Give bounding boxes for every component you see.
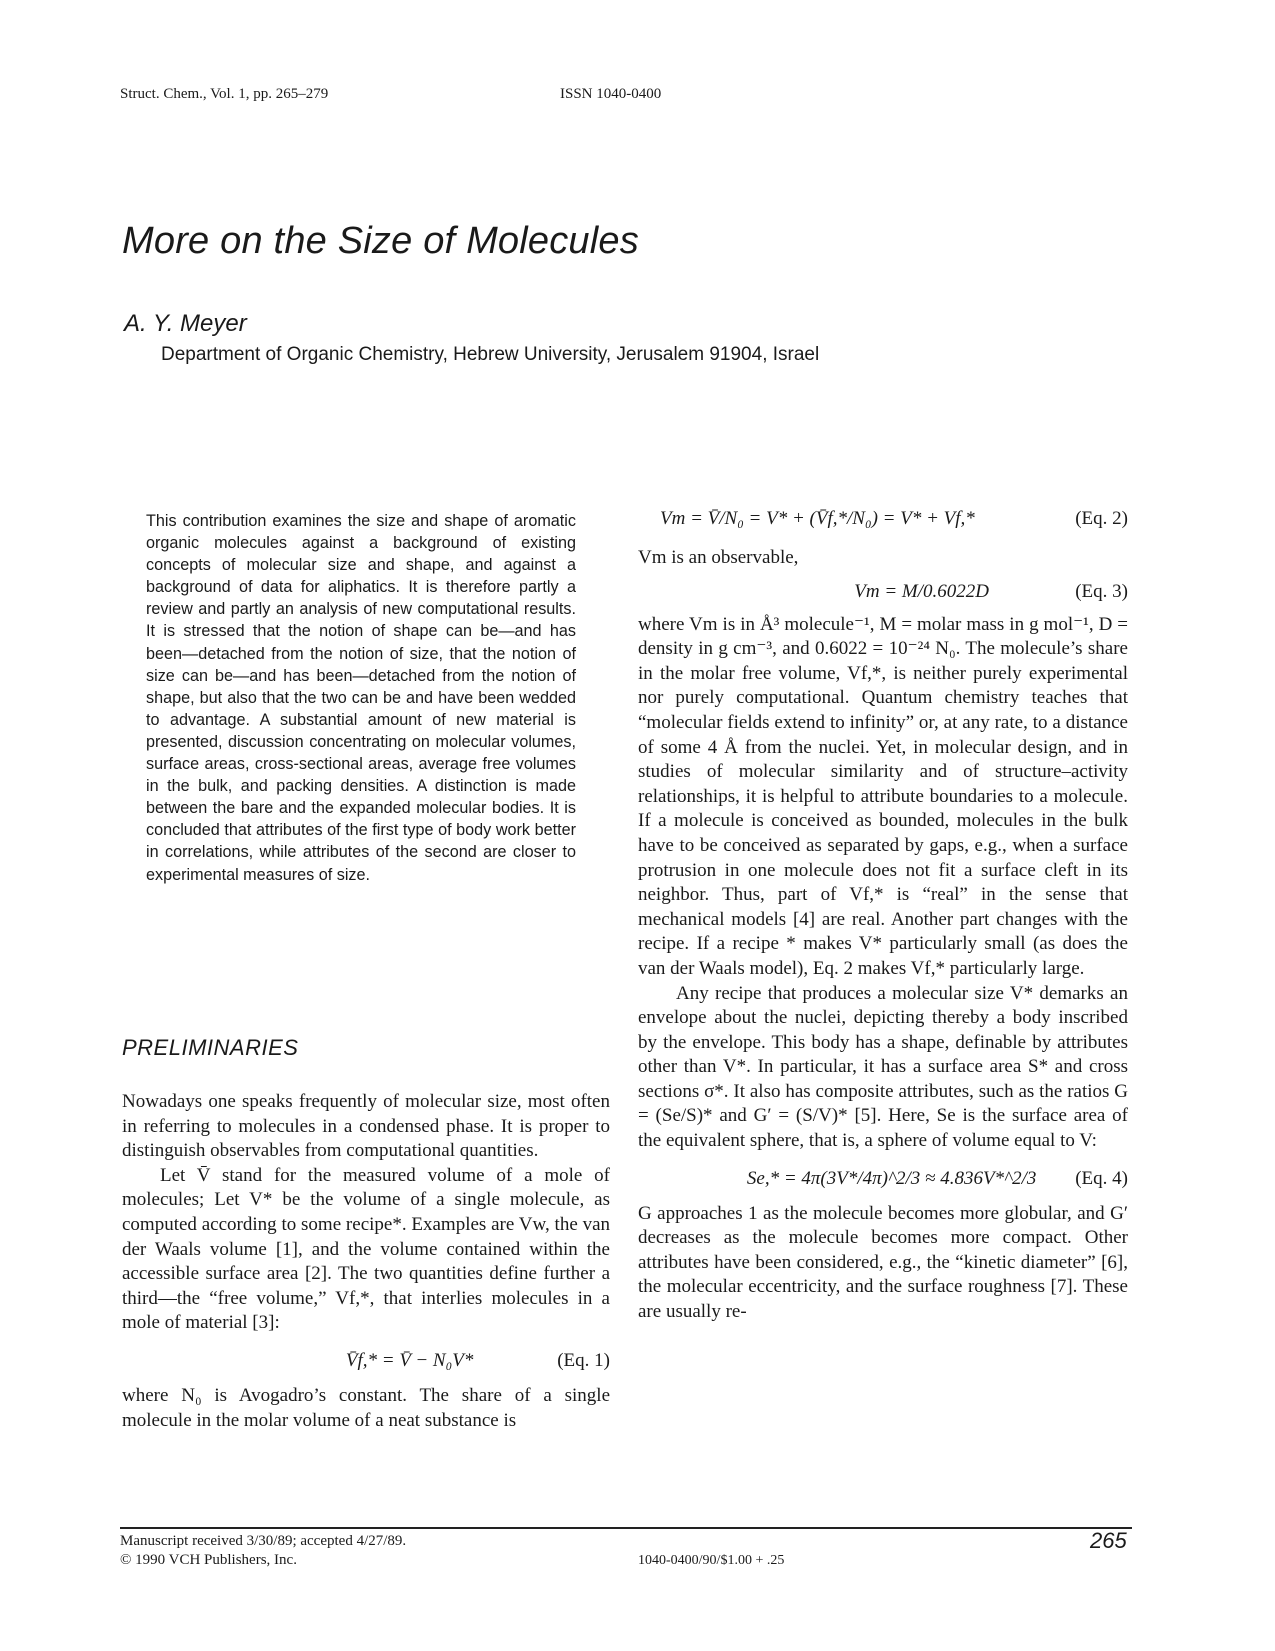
footnote xyxy=(120,1532,406,1570)
equation-formula: Vm = V̄/N₀ = V* + (V̄f,*/N₀) = V* + Vf,* xyxy=(660,508,975,529)
equation-number: (Eq. 3) xyxy=(1075,580,1128,602)
equation-formula: V̄f,* = V̄ − N₀V* xyxy=(345,1349,474,1371)
equation-1 xyxy=(122,1344,610,1378)
equation-3 xyxy=(638,575,1128,609)
footer-rule xyxy=(120,1527,1132,1529)
paragraph: G approaches 1 as the molecule becomes more globular, and G′ decreases as the molecule becomes more compact. Other attributes have been considered, e.g., the “kinetic diameter” [6], the molecular eccentricity, and the surface roughness [7]. These are usually re- xyxy=(638,1202,1128,1323)
section-heading: PRELIMINARIES xyxy=(122,1035,299,1060)
issn: ISSN 1040-0400 xyxy=(560,86,662,102)
equation-4 xyxy=(638,1162,1128,1196)
received-date: Manuscript received 3/30/89; accepted 4/27/89. xyxy=(120,1533,407,1549)
paragraph: Nowadays one speaks frequently of molecular size, most often in referring to molecules in a condensed phase. It is proper to distinguish observables from computational quantities. xyxy=(122,1091,610,1162)
equation-formula: Se,* = 4π(3V*/4π)^2/3 ≈ 4.836V*^2/3 xyxy=(746,1167,1037,1189)
paragraph: where N₀ is Avogadro’s constant. The share of a single molecule in the molar volume of a neat substance is xyxy=(122,1384,610,1431)
copyright: © 1990 VCH Publishers, Inc. xyxy=(120,1552,297,1568)
page-number: 265 xyxy=(1090,1528,1127,1553)
journal-reference: Struct. Chem., Vol. 1, pp. 265–279 xyxy=(120,86,329,102)
equation-number: (Eq. 4) xyxy=(1075,1167,1128,1189)
paragraph: Let V̄ stand for the measured volume of a mole of molecules; Let V* be the volume of a single molecule, as computed according to some recipe*. Examples are Vw, the van der Waals volume [1], and the volume contained within the accessible surface area [2]. The two quantities define further a third—the “free volume,” Vf,*, that interlies molecules in a mole of material [3]: xyxy=(122,1164,610,1334)
paragraph: Vm is an observable, xyxy=(638,547,799,568)
left-column xyxy=(122,1090,610,1433)
equation-formula: Vm = M/0.6022D xyxy=(854,580,989,602)
author-affiliation: Department of Organic Chemistry, Hebrew University, Jerusalem 91904, Israel xyxy=(161,344,820,365)
abstract: This contribution examines the size and shape of aromatic organic molecules against a background of existing concepts of molecular size and shape, and against a background of data for aliphatics. It is therefore partly a review and partly an analysis of new computational results. It is stressed that the notion of shape can be—and has been—detached from the notion of size, that the notion of size can be—and has been—detached from the notion of shape, but also that the two can be and have been wedded to advantage. A substantial amount of new material is presented, discussion concentrating on molecular volumes, surface areas, cross-sectional areas, average free volumes in the bulk, and packing densities. A distinction is made between the bare and the expanded molecular bodies. It is concluded that attributes of the first type of body work better in correlations, while attributes of the second are closer to experimental measures of size. xyxy=(146,512,576,884)
equation-number: (Eq. 1) xyxy=(557,1349,610,1371)
article-title: More on the Size of Molecules xyxy=(122,220,639,262)
paragraph: where Vm is in Å³ molecule⁻¹, M = molar mass in g mol⁻¹, D = density in g cm⁻³, and 0.6022 = 10⁻²⁴ N₀. The molecule’s share in the molar free volume, Vf,*, is neither purely experimental nor purely computational. Quantum chemistry teaches that “molecular fields extend to infinity” or, at any rate, to a distance of some 4 Å from the nuclei. Yet, in molecular design, and in studies of molecular similarity and of structure–activity relationships, it is helpful to attribute boundaries to a molecule. If a molecule is conceived as bounded, molecules in the bulk have to be conceived as separated by gaps, e.g., when a surface protrusion in one molecule does not fit a surface cleft in its neighbor. Thus, part of Vf,* is “real” in the sense that mechanical models [4] are real. Another part changes with the recipe. If a recipe * makes V* particularly small (as does the van der Waals model), Eq. 2 makes Vf,* particularly large. xyxy=(638,613,1128,979)
equation-number: (Eq. 2) xyxy=(1075,508,1128,529)
equation-2 xyxy=(660,502,1128,536)
author-name: A. Y. Meyer xyxy=(124,310,247,337)
price-code: 1040-0400/90/$1.00 + .25 xyxy=(638,1553,785,1568)
right-column xyxy=(638,546,1128,1325)
paragraph: Any recipe that produces a molecular size V* demarks an envelope about the nuclei, depicting thereby a body inscribed by the envelope. This body has a shape, definable by attributes other than V*. In particular, it has a surface area S* and cross sections σ*. It also has composite attributes, such as the ratios G = (Se/S)* and G′ = (S/V)* [5]. Here, Se is the surface area of the equivalent sphere, that is, a sphere of volume equal to V: xyxy=(638,982,1128,1152)
